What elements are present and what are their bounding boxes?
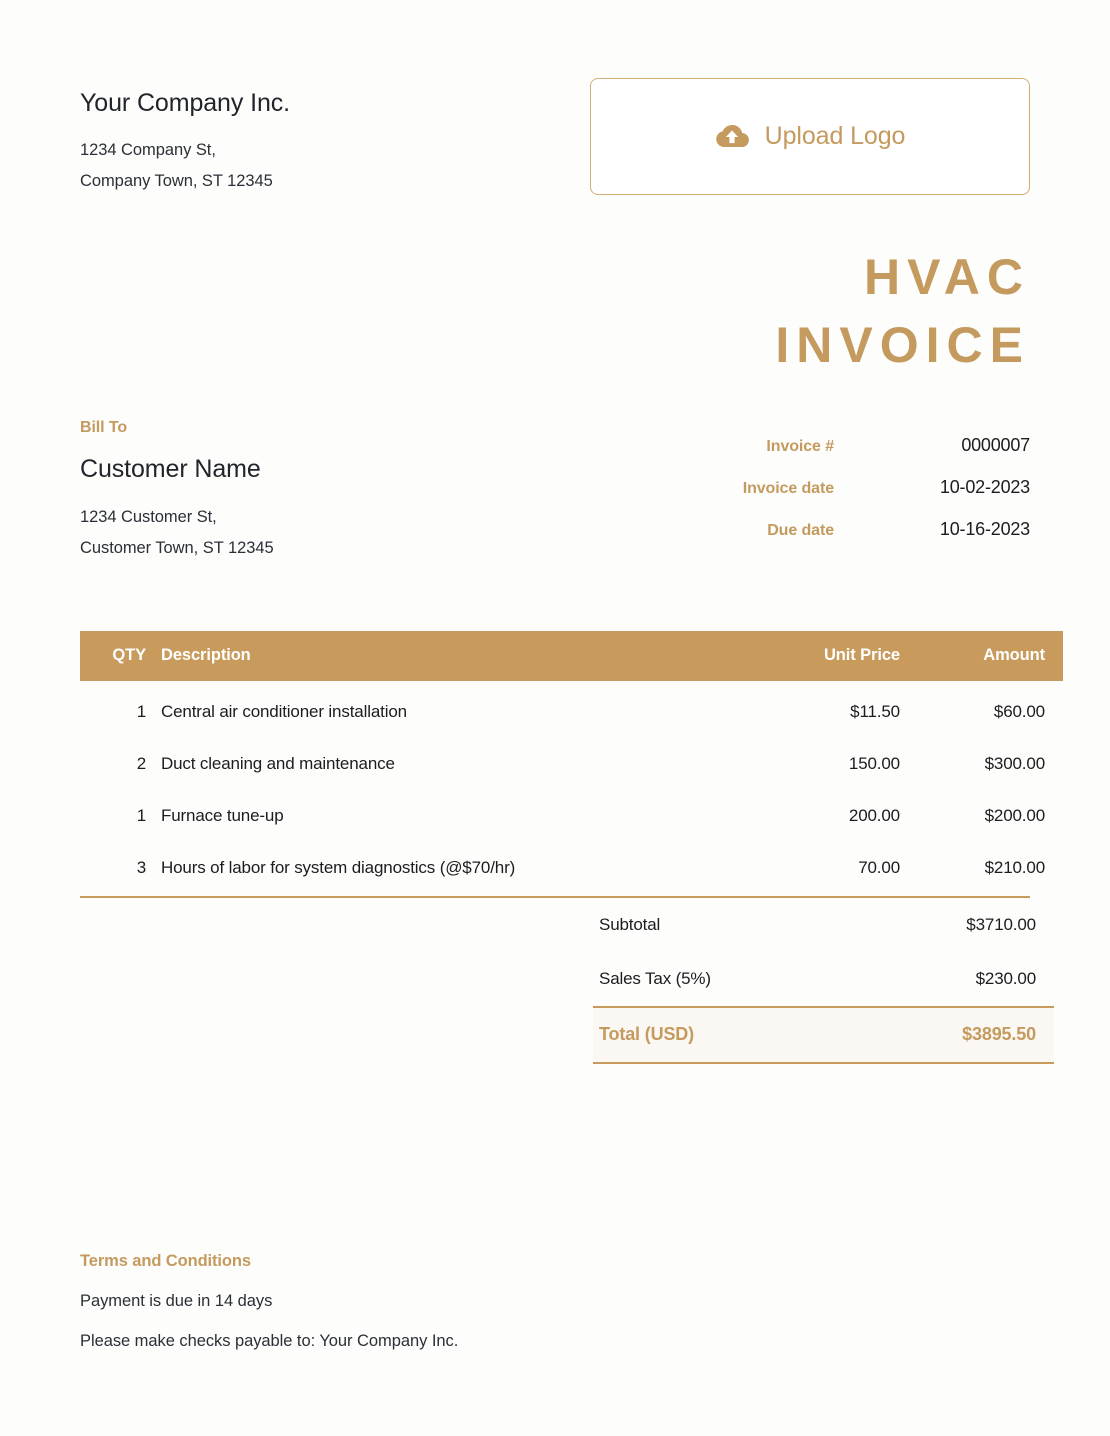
cell-description: Hours of labor for system diagnostics (@$70/hr) (161, 857, 516, 877)
cell-description: Duct cleaning and maintenance (161, 753, 395, 773)
meta-value-invoice-date: 10-02-2023 (939, 477, 1030, 498)
meta-row-due-date (743, 519, 1030, 561)
totals-section (80, 896, 1036, 1064)
totals-spacer (80, 898, 593, 952)
document-title (80, 244, 1030, 379)
totals-row-total (80, 1007, 1054, 1063)
cell-amount: $300.00 (984, 753, 1045, 773)
company-name: Your Company Inc. (80, 89, 290, 117)
sales-tax-label: Sales Tax (5%) (599, 968, 711, 988)
upload-logo-label: Upload Logo (764, 122, 906, 150)
cell-amount: $200.00 (984, 805, 1045, 825)
total-value: $3895.50 (891, 1007, 1054, 1063)
table-row (80, 790, 1063, 842)
invoice-info-row (80, 419, 1030, 564)
subtotal-value: $3710.00 (966, 914, 1036, 934)
bill-to-block (80, 419, 274, 564)
cell-qty: 3 (136, 857, 146, 877)
meta-label-due-date: Due date (767, 522, 834, 540)
line-items-table (80, 631, 1063, 894)
totals-spacer (80, 1007, 593, 1063)
column-header-qty: QTY (80, 631, 146, 681)
totals-row-sales-tax (80, 952, 1054, 1007)
cloud-upload-icon (715, 123, 749, 150)
meta-value-invoice-number: 0000007 (961, 435, 1030, 456)
document-title-line-2: INVOICE (775, 316, 1030, 373)
cell-description: Furnace tune-up (161, 805, 284, 825)
cell-unit-price: 150.00 (848, 753, 900, 773)
meta-value-due-date: 10-16-2023 (939, 519, 1030, 540)
cell-qty: 2 (136, 753, 146, 773)
customer-name: Customer Name (80, 455, 261, 484)
totals-row-subtotal (80, 898, 1054, 952)
bill-to-label: Bill To (80, 419, 127, 437)
subtotal-label: Subtotal (599, 914, 661, 934)
sales-tax-value: $230.00 (975, 968, 1036, 988)
line-items-header-row (80, 631, 1063, 681)
document-title-line-1: HVAC (864, 249, 1030, 306)
column-header-amount: Amount (900, 631, 1063, 681)
invoice-header (80, 0, 1030, 196)
terms-line-2: Please make checks payable to: Your Company Inc. (80, 1332, 459, 1350)
meta-label-invoice-number: Invoice # (766, 438, 834, 456)
column-header-unit-price: Unit Price (725, 631, 900, 681)
company-address-line-1: 1234 Company St, (80, 141, 216, 159)
cell-qty: 1 (136, 805, 146, 825)
cell-description: Central air conditioner installation (161, 701, 407, 721)
terms-line-1: Payment is due in 14 days (80, 1292, 273, 1310)
meta-label-invoice-date: Invoice date (742, 480, 834, 498)
company-info (80, 78, 290, 196)
company-address-line-2: Company Town, ST 12345 (80, 171, 273, 190)
cell-amount: $210.00 (984, 857, 1045, 877)
column-header-description: Description (146, 631, 725, 681)
cell-unit-price: $11.50 (850, 701, 900, 721)
invoice-meta-table (743, 435, 1030, 561)
meta-row-invoice-number (743, 435, 1030, 477)
customer-address-line-1: 1234 Customer St, (80, 508, 217, 527)
cell-unit-price: 70.00 (858, 857, 900, 877)
total-label: Total (USD) (593, 1007, 891, 1063)
customer-address-line-2: Customer Town, ST 12345 (80, 538, 274, 557)
totals-spacer (80, 952, 593, 1007)
cell-qty: 1 (136, 701, 146, 721)
upload-logo-button[interactable] (590, 78, 1030, 195)
terms-and-conditions (80, 1252, 458, 1351)
table-row (80, 738, 1063, 790)
cell-amount: $60.00 (993, 701, 1045, 721)
table-row (80, 842, 1063, 894)
terms-title: Terms and Conditions (80, 1252, 251, 1270)
cell-unit-price: 200.00 (848, 805, 900, 825)
meta-row-invoice-date (743, 477, 1030, 519)
table-row (80, 681, 1063, 738)
